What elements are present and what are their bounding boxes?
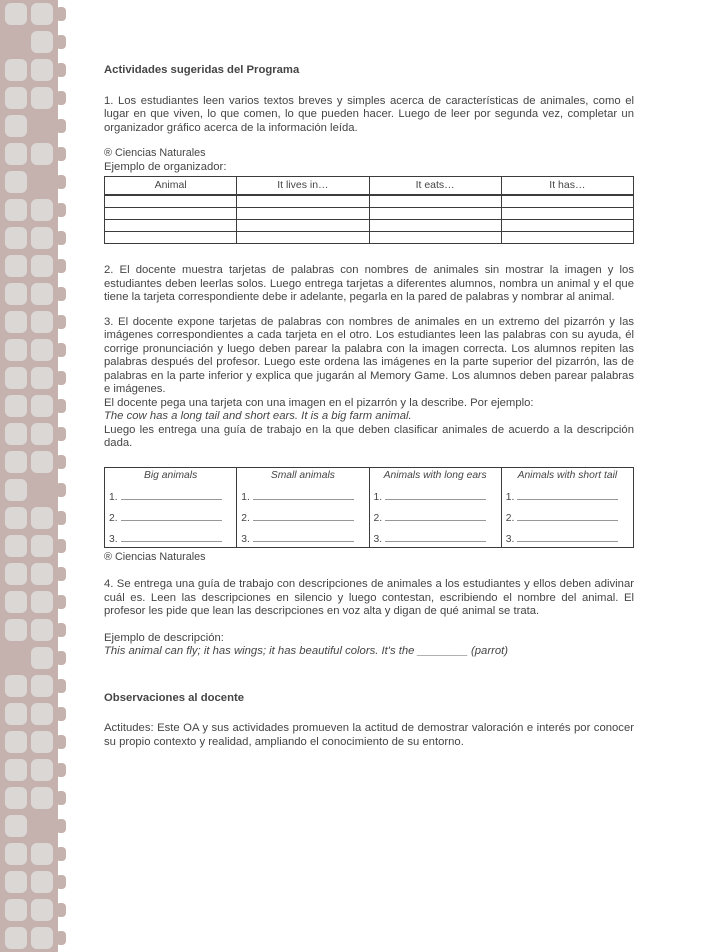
mosaic-row: [0, 280, 70, 308]
mosaic-edge-bump: [56, 483, 66, 497]
mosaic-tile: [31, 3, 53, 25]
mosaic-row: [0, 84, 70, 112]
classification-row-number: 3.: [109, 534, 118, 545]
mosaic-tile: [5, 759, 27, 781]
mosaic-edge-bump: [56, 203, 66, 217]
page-title: Actividades sugeridas del Programa: [104, 64, 300, 76]
answer-blank-line: [385, 510, 486, 521]
mosaic-row: [0, 448, 70, 476]
class-col-short-tail: Animals with short tail: [501, 467, 633, 484]
answer-blank-line: [253, 510, 354, 521]
classification-row-number: 2.: [505, 513, 515, 524]
mosaic-row: [0, 672, 70, 700]
mosaic-tile: [5, 927, 27, 949]
activity-3-example-line: The cow has a long tail and short ears. It is a big farm animal.: [104, 410, 412, 422]
mosaic-tile: [31, 563, 53, 585]
mosaic-tile: [31, 143, 53, 165]
mosaic-tile: [5, 395, 27, 417]
activity-4-paragraph: 4. Se entrega una guía de trabajo con descripciones de animales a los estudiantes y ellos deben adivinar cuál es. Leen las descripciones en silencio y luego contestan, escribiendo el nombre del animal. El profesor les pide que lean las descripciones en voz alta y digan de qué animal se trata.: [104, 578, 634, 617]
mosaic-edge-bump: [56, 511, 66, 525]
organizer-empty-cell: [237, 208, 369, 220]
mosaic-row: [0, 476, 70, 504]
observations-heading: Observaciones al docente: [104, 691, 245, 704]
classification-row-number: 2.: [241, 513, 250, 524]
mosaic-edge-bump: [56, 315, 66, 329]
organizer-empty-cell: [369, 208, 501, 220]
mosaic-tile: [31, 535, 53, 557]
mosaic-edge-bump: [56, 343, 66, 357]
mosaic-tile: [31, 703, 53, 725]
mosaic-edge-bump: [56, 847, 66, 861]
organizer-col-eats: It eats…: [369, 177, 501, 196]
classification-cell: [501, 484, 633, 505]
answer-blank-line: [121, 531, 222, 542]
mosaic-edge-bump: [56, 259, 66, 273]
mosaic-tile: [31, 367, 53, 389]
organizer-empty-cell: [369, 195, 501, 208]
mosaic-edge-bump: [56, 147, 66, 161]
mosaic-tile: [31, 787, 53, 809]
activity-3-describe-line: El docente pega una tarjeta con una imagen en el pizarrón y la describe. Por ejemplo:: [104, 396, 534, 409]
mosaic-tile: [5, 815, 27, 837]
mosaic-edge-bump: [56, 371, 66, 385]
mosaic-edge-bump: [56, 875, 66, 889]
mosaic-row: [0, 420, 70, 448]
class-col-big: Big animals: [105, 467, 237, 484]
classification-row-number: 3.: [241, 534, 250, 545]
organizer-empty-cell: [501, 220, 633, 232]
mosaic-row: [0, 364, 70, 392]
mosaic-tile: [5, 59, 27, 81]
mosaic-tile: [31, 227, 53, 249]
mosaic-tile: [31, 843, 53, 865]
organizer-table-header-row: [105, 177, 634, 196]
mosaic-tile: [5, 143, 27, 165]
classification-cell: [237, 505, 369, 526]
mosaic-row: [0, 252, 70, 280]
classification-cell: [369, 484, 501, 505]
organizer-empty-cell: [237, 220, 369, 232]
mosaic-tile: [5, 871, 27, 893]
mosaic-tile: [31, 395, 53, 417]
mosaic-tile: [31, 871, 53, 893]
organizer-empty-cell: [105, 220, 237, 232]
mosaic-tile: [31, 199, 53, 221]
mosaic-row: [0, 504, 70, 532]
mosaic-tile: [31, 619, 53, 641]
mosaic-edge-bump: [56, 623, 66, 637]
mosaic-edge-bump: [56, 651, 66, 665]
mosaic-edge-bump: [56, 819, 66, 833]
mosaic-row: [0, 896, 70, 924]
organizer-empty-cell: [369, 220, 501, 232]
mosaic-edge-bump: [56, 707, 66, 721]
mosaic-edge-bump: [56, 287, 66, 301]
mosaic-tile: [31, 311, 53, 333]
mosaic-row: [0, 0, 70, 28]
classification-row-number: 3.: [505, 534, 515, 545]
mosaic-row: [0, 532, 70, 560]
classification-row-number: 1.: [241, 492, 250, 503]
mosaic-row: [0, 560, 70, 588]
mosaic-tile: [5, 899, 27, 921]
classification-header-row: [105, 467, 634, 484]
classification-row: [105, 505, 634, 526]
organizer-empty-cell: [237, 195, 369, 208]
mosaic-edge-bump: [56, 63, 66, 77]
mosaic-row: [0, 840, 70, 868]
mosaic-tile: [5, 87, 27, 109]
classification-cell: [105, 484, 237, 505]
mosaic-edge-bump: [56, 735, 66, 749]
answer-blank-line: [253, 489, 354, 500]
answer-blank-line: [517, 510, 618, 521]
classification-cell: [369, 526, 501, 548]
organizer-empty-cell: [501, 232, 633, 244]
answer-blank-line: [121, 489, 222, 500]
mosaic-row: [0, 112, 70, 140]
description-example-line: This animal can fly; it has wings; it has beautiful colors. It's the ________ (parrot): [104, 645, 509, 657]
mosaic-edge-bump: [56, 91, 66, 105]
mosaic-tile: [31, 255, 53, 277]
mosaic-row: [0, 140, 70, 168]
organizer-empty-row: [105, 232, 634, 244]
organizer-table: [104, 176, 634, 244]
classification-row-number: 1.: [373, 492, 383, 503]
mosaic-row: [0, 56, 70, 84]
mosaic-row: [0, 588, 70, 616]
organizer-caption: Ejemplo de organizador:: [104, 160, 227, 173]
mosaic-edge-bump: [56, 7, 66, 21]
activity-2-paragraph: 2. El docente muestra tarjetas de palabras con nombres de animales sin mostrar la imagen y los estudiantes deben leerlas solos. Luego entrega tarjetas a diferentes alumnos, nombra un animal y el que tiene la tarjeta correspondiente debe ir adelante, pegarla en la pared de palabras y nombrar al animal.: [104, 264, 634, 303]
mosaic-edge-bump: [56, 567, 66, 581]
classification-cell: [501, 505, 633, 526]
mosaic-tile: [31, 283, 53, 305]
mosaic-tile: [5, 115, 27, 137]
classification-row-number: 2.: [109, 513, 118, 524]
mosaic-row: [0, 700, 70, 728]
observations-paragraph: Actitudes: Este OA y sus actividades promueven la actitud de demostrar valoración e interés por conocer su propio contexto y realidad, ampliando el conocimiento de su entorno.: [104, 722, 634, 748]
answer-blank-line: [253, 531, 354, 542]
mosaic-row: [0, 924, 70, 952]
mosaic-edge-bump: [56, 231, 66, 245]
activity-3-closing-line: Luego les entrega una guía de trabajo en la que deben clasificar animales de acuerdo a la descripción dada.: [104, 423, 634, 449]
organizer-empty-cell: [501, 208, 633, 220]
mosaic-tile: [31, 759, 53, 781]
mosaic-tile: [5, 563, 27, 585]
mosaic-tile: [31, 647, 53, 669]
mosaic-edge-bump: [56, 35, 66, 49]
class-col-long-ears: Animals with long ears: [369, 467, 501, 484]
classification-cell: [105, 526, 237, 548]
mosaic-row: [0, 224, 70, 252]
subject-link-ciencias-1: ® Ciencias Naturales: [104, 147, 206, 159]
mosaic-edge-bump: [56, 791, 66, 805]
mosaic-tile: [5, 731, 27, 753]
classification-cell: [369, 505, 501, 526]
mosaic-tile: [5, 591, 27, 613]
mosaic-tile: [5, 675, 27, 697]
mosaic-tile: [5, 507, 27, 529]
mosaic-tile: [31, 451, 53, 473]
classification-row: [105, 484, 634, 505]
mosaic-tile: [31, 591, 53, 613]
mosaic-tile: [31, 87, 53, 109]
mosaic-row: [0, 868, 70, 896]
mosaic-tile: [5, 311, 27, 333]
organizer-empty-cell: [105, 195, 237, 208]
mosaic-edge-bump: [56, 763, 66, 777]
mosaic-row: [0, 336, 70, 364]
classification-cell: [501, 526, 633, 548]
mosaic-row: [0, 308, 70, 336]
activity-1-paragraph: 1. Los estudiantes leen varios textos breves y simples acerca de características de animales, como el lugar en que viven, lo que comen, lo que pueden hacer. Luego de leer por segunda vez, completar un organizador gráfico acerca de la información leída.: [104, 94, 634, 134]
mosaic-tile: [5, 171, 27, 193]
mosaic-tile: [31, 927, 53, 949]
description-caption: Ejemplo de descripción:: [104, 631, 224, 644]
mosaic-row: [0, 812, 70, 840]
organizer-empty-cell: [105, 208, 237, 220]
mosaic-tile: [5, 339, 27, 361]
classification-cell: [237, 484, 369, 505]
subject-link-ciencias-2: ® Ciencias Naturales: [104, 550, 206, 563]
mosaic-row: [0, 392, 70, 420]
activity-3-paragraph: 3. El docente expone tarjetas de palabras con nombres de animales en un extremo del pizarrón y las imágenes correspondientes a cada tarjeta en el otro. Los estudiantes leen las palabras con su ayuda, él corrige pronunciación y luego deben parear la palabra con la imagen correcta. Los alumnos repiten las palabras después del profesor. Luego este ordena las imágenes en la parte superior del pizarrón, las de palabras en la parte inferior y explica que jugarán al Memory Game. Los alumnos deben parear palabras e imágenes.: [104, 315, 634, 395]
organizer-empty-row: [105, 195, 634, 208]
organizer-col-lives: It lives in…: [237, 177, 369, 196]
mosaic-edge-bump: [56, 595, 66, 609]
class-col-small: Small animals: [237, 467, 369, 484]
classification-row-number: 1.: [109, 492, 118, 503]
mosaic-tile: [31, 339, 53, 361]
organizer-col-has: It has…: [501, 177, 633, 196]
document-page: [104, 64, 634, 749]
mosaic-edge-bump: [56, 399, 66, 413]
mosaic-edge-bump: [56, 455, 66, 469]
mosaic-tile: [31, 31, 53, 53]
classification-row-number: 2.: [373, 513, 383, 524]
mosaic-edge-bump: [56, 679, 66, 693]
mosaic-tile: [5, 479, 27, 501]
mosaic-tile: [31, 59, 53, 81]
answer-blank-line: [121, 510, 222, 521]
mosaic-tile: [31, 675, 53, 697]
mosaic-row: [0, 168, 70, 196]
mosaic-edge-bump: [56, 931, 66, 945]
classification-row: [105, 526, 634, 548]
mosaic-tile: [5, 787, 27, 809]
organizer-col-animal: Animal: [105, 177, 237, 196]
organizer-empty-cell: [237, 232, 369, 244]
mosaic-tile: [5, 255, 27, 277]
mosaic-tile: [5, 423, 27, 445]
classification-row-number: 3.: [373, 534, 383, 545]
mosaic-edge-bump: [56, 119, 66, 133]
classification-table: [104, 467, 634, 548]
organizer-empty-cell: [501, 195, 633, 208]
mosaic-tile: [5, 367, 27, 389]
mosaic-edge-bump: [56, 539, 66, 553]
mosaic-tile: [31, 899, 53, 921]
mosaic-tile: [5, 3, 27, 25]
mosaic-tile: [31, 731, 53, 753]
mosaic-tile: [31, 507, 53, 529]
mosaic-tile: [5, 451, 27, 473]
classification-cell: [237, 526, 369, 548]
mosaic-tile: [5, 199, 27, 221]
answer-blank-line: [517, 489, 618, 500]
mosaic-row: [0, 644, 70, 672]
mosaic-tile: [5, 535, 27, 557]
organizer-empty-row: [105, 220, 634, 232]
mosaic-tile: [5, 619, 27, 641]
answer-blank-line: [385, 531, 486, 542]
mosaic-edge-bump: [56, 175, 66, 189]
mosaic-row: [0, 616, 70, 644]
mosaic-edge-bump: [56, 427, 66, 441]
decorative-mosaic-border: [0, 0, 58, 933]
mosaic-tile: [31, 423, 53, 445]
mosaic-row: [0, 756, 70, 784]
mosaic-tile: [5, 703, 27, 725]
mosaic-edge-bump: [56, 903, 66, 917]
organizer-empty-cell: [105, 232, 237, 244]
classification-cell: [105, 505, 237, 526]
mosaic-row: [0, 196, 70, 224]
mosaic-row: [0, 728, 70, 756]
answer-blank-line: [517, 531, 618, 542]
mosaic-tile: [5, 843, 27, 865]
mosaic-row: [0, 28, 70, 56]
mosaic-tile: [5, 283, 27, 305]
answer-blank-line: [385, 489, 486, 500]
mosaic-tile: [5, 227, 27, 249]
mosaic-row: [0, 784, 70, 812]
organizer-empty-cell: [369, 232, 501, 244]
classification-row-number: 1.: [505, 492, 515, 503]
organizer-empty-row: [105, 208, 634, 220]
